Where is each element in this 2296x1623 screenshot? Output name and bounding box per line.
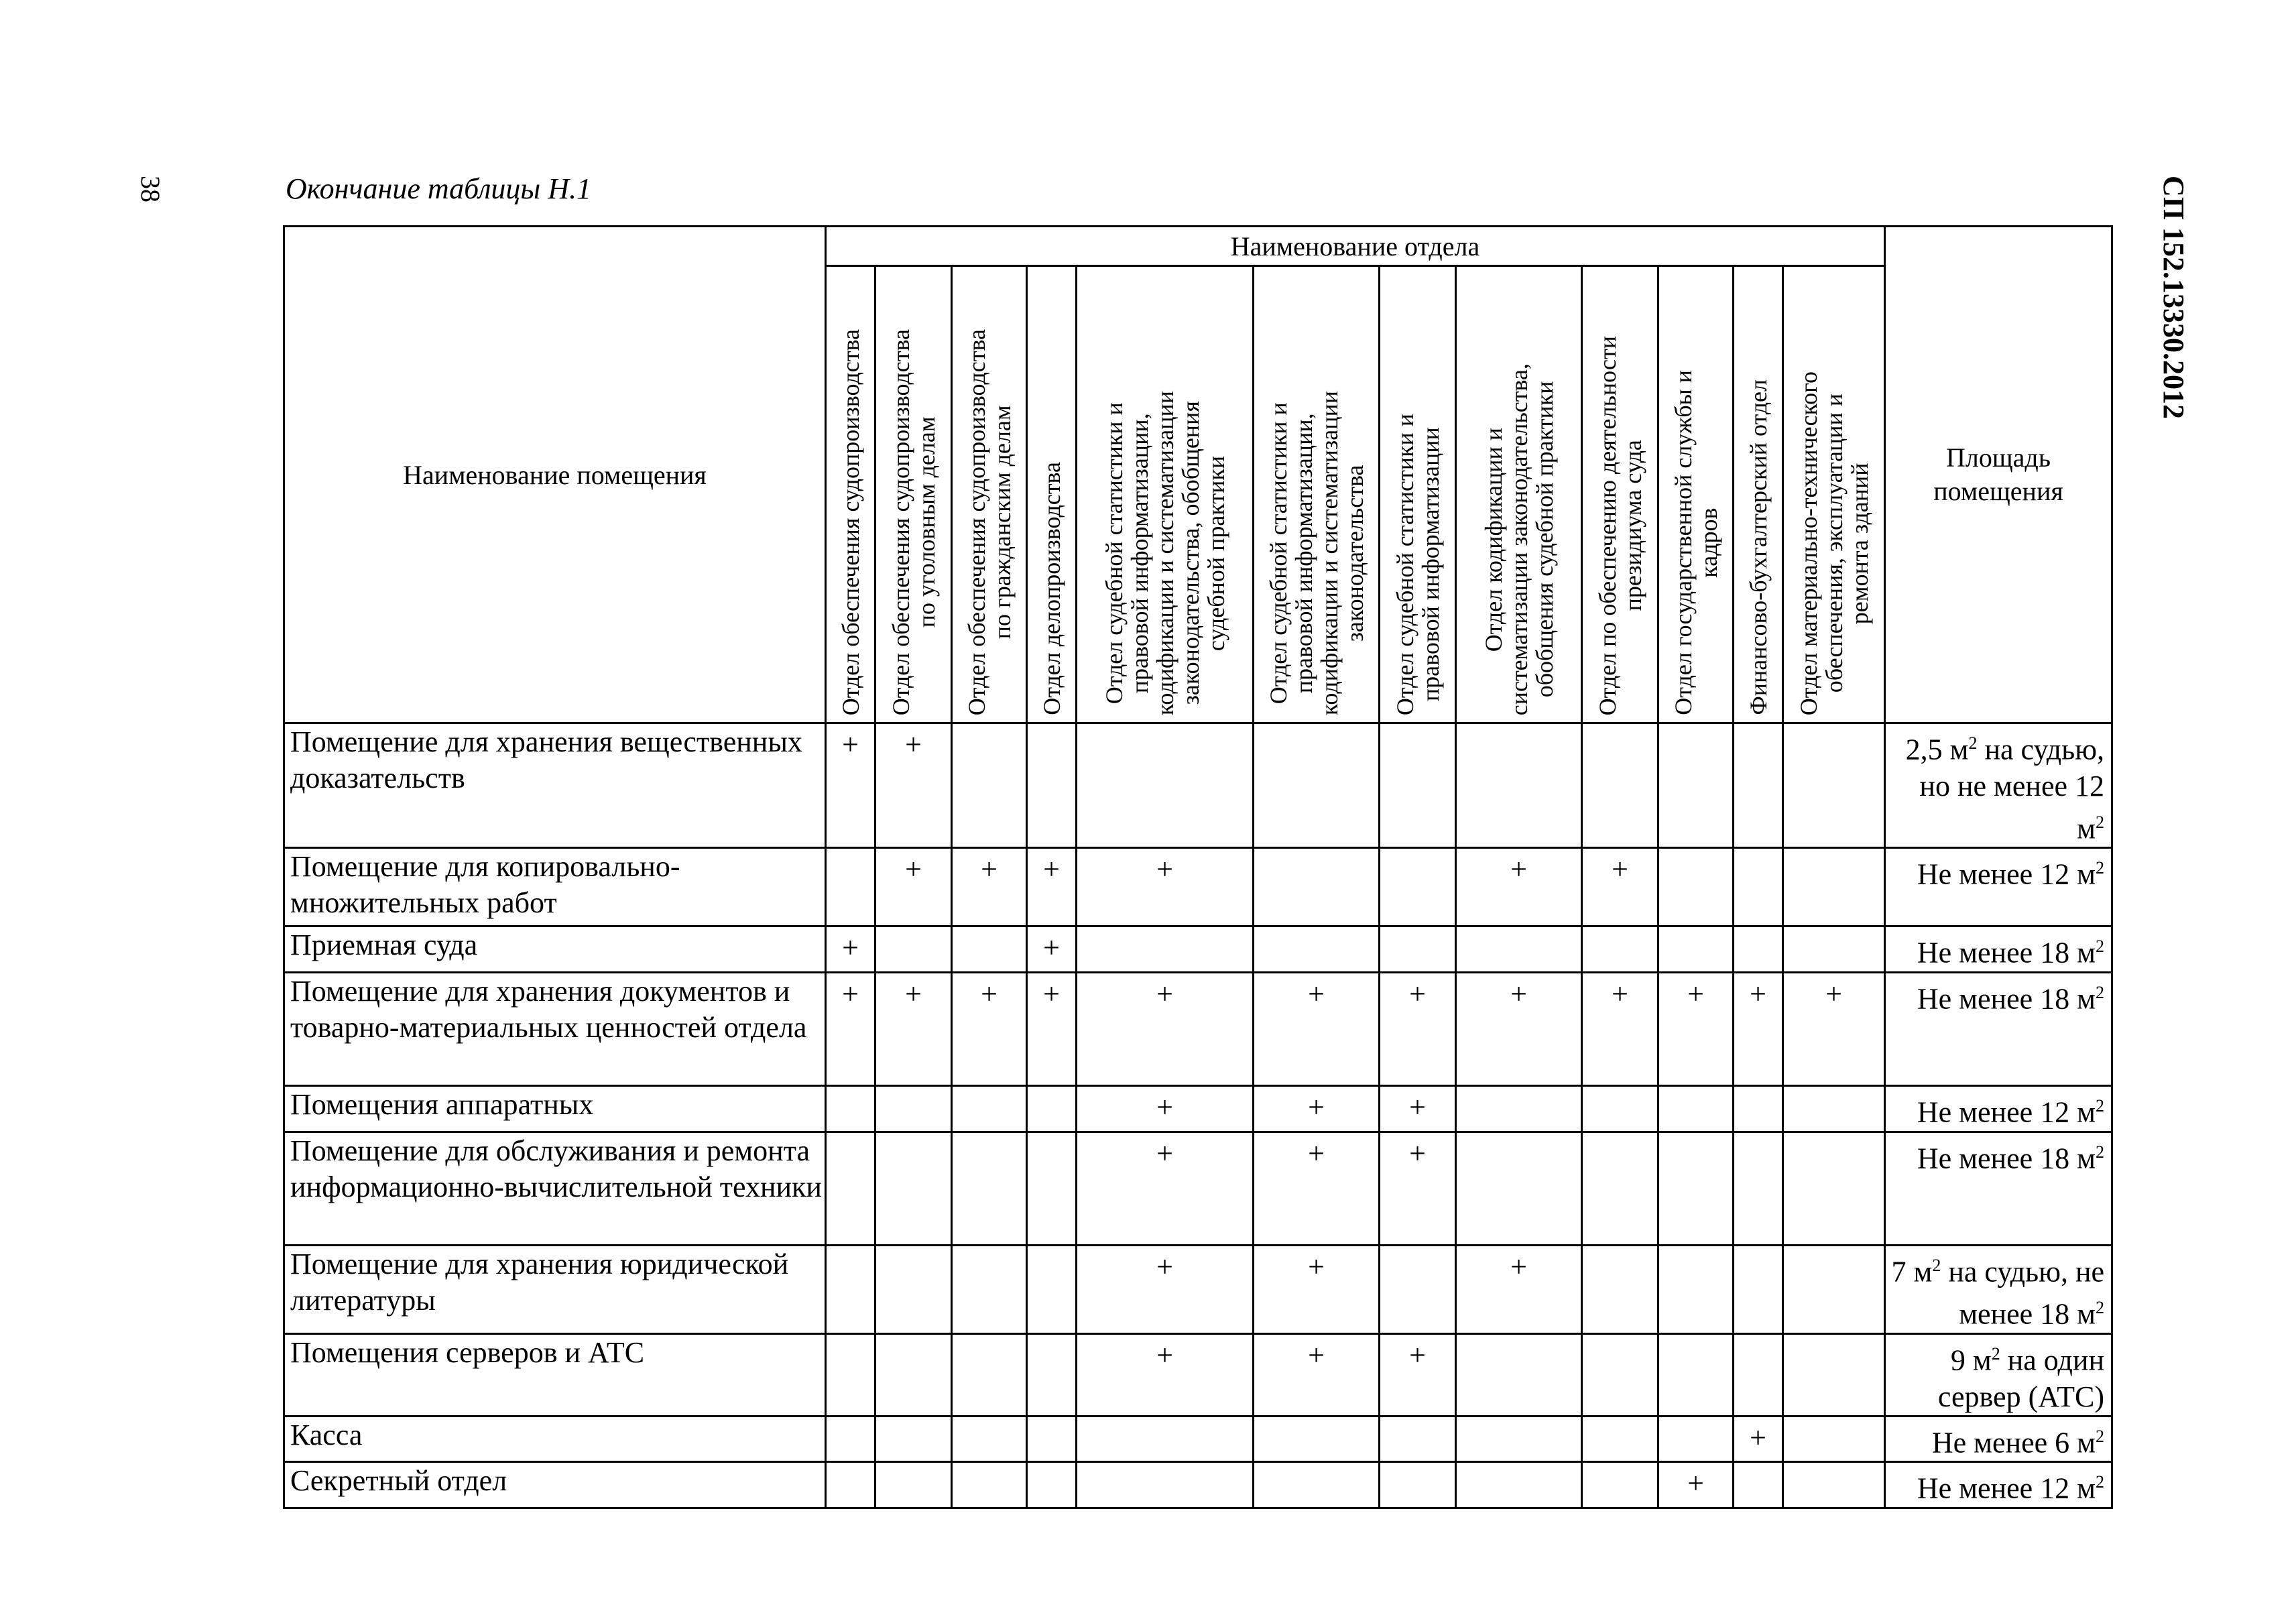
department-mark-cell: + xyxy=(1380,972,1456,1085)
department-header xyxy=(1456,266,1582,723)
department-mark-cell: + xyxy=(826,972,875,1085)
department-mark-cell xyxy=(875,1132,952,1245)
department-mark-cell: + xyxy=(1380,1333,1456,1416)
department-mark-cell: + xyxy=(1077,972,1254,1085)
department-mark-cell xyxy=(1658,1245,1734,1333)
department-mark-cell xyxy=(1582,1132,1658,1245)
department-header xyxy=(1254,266,1380,723)
area-cell: Не менее 18 $м^2$ xyxy=(1885,1132,2112,1245)
department-mark-cell xyxy=(1734,723,1783,848)
department-mark-cell xyxy=(1582,1333,1658,1416)
department-mark-cell xyxy=(875,926,952,973)
department-mark-cell xyxy=(952,1132,1027,1245)
table-row xyxy=(284,1132,2112,1245)
header-room-name: Наименование помещения xyxy=(284,227,826,723)
department-mark-cell xyxy=(1456,1085,1582,1132)
header-area: Площадь помещения xyxy=(1885,227,2112,723)
department-mark-cell xyxy=(1027,1245,1077,1333)
department-header xyxy=(875,266,952,723)
department-mark-cell: + xyxy=(952,848,1027,926)
department-mark-cell: + xyxy=(1254,972,1380,1085)
department-mark-cell xyxy=(826,848,875,926)
department-mark-cell xyxy=(1456,1132,1582,1245)
department-mark-cell xyxy=(1783,1416,1885,1462)
room-name-cell: Помещение для хранения вещественных доказательств xyxy=(284,723,826,848)
department-mark-cell xyxy=(1027,723,1077,848)
department-mark-cell xyxy=(1783,1132,1885,1245)
department-mark-cell: + xyxy=(1077,1085,1254,1132)
department-mark-cell xyxy=(952,1085,1027,1132)
department-mark-cell xyxy=(1254,926,1380,973)
department-mark-cell xyxy=(1658,1416,1734,1462)
department-mark-cell xyxy=(952,723,1027,848)
department-mark-cell xyxy=(1783,1333,1885,1416)
department-label: Отдел материально-технического обеспечения, эксплуатации и ремонта зданий xyxy=(1795,371,1873,715)
department-mark-cell xyxy=(1658,1085,1734,1132)
department-mark-cell xyxy=(1254,848,1380,926)
department-mark-cell xyxy=(1658,1333,1734,1416)
department-mark-cell xyxy=(1027,1132,1077,1245)
area-cell: Не менее 12 $м^2$ xyxy=(1885,848,2112,926)
department-mark-cell xyxy=(1734,926,1783,973)
department-mark-cell xyxy=(1734,1462,1783,1508)
room-name-cell: Помещения серверов и АТС xyxy=(284,1333,826,1416)
department-mark-cell: + xyxy=(1077,1333,1254,1416)
department-mark-cell xyxy=(1734,1132,1783,1245)
department-mark-cell: + xyxy=(1380,1132,1456,1245)
department-header xyxy=(1582,266,1658,723)
department-mark-cell xyxy=(1456,1462,1582,1508)
department-label: Отдел по обеспечению деятельности президиума суда xyxy=(1593,335,1646,715)
department-mark-cell: + xyxy=(1027,848,1077,926)
department-label: Отдел судебной статистики и правовой информатизации, кодификации и систематизации законодательства, обобщения судебной практики xyxy=(1100,390,1229,715)
room-name-cell: Помещение для копировально-множительных работ xyxy=(284,848,826,926)
department-mark-cell: + xyxy=(952,972,1027,1085)
department-mark-cell xyxy=(1658,723,1734,848)
department-mark-cell xyxy=(826,1333,875,1416)
department-mark-cell xyxy=(1582,1416,1658,1462)
department-mark-cell xyxy=(1380,1462,1456,1508)
table-row xyxy=(284,926,2112,973)
department-mark-cell xyxy=(1254,1416,1380,1462)
department-mark-cell xyxy=(1380,926,1456,973)
department-mark-cell xyxy=(1734,1085,1783,1132)
table-row xyxy=(284,723,2112,848)
room-name-cell: Помещение для хранения юридической литературы xyxy=(284,1245,826,1333)
area-cell: 7 $м^2$ на судью, не менее 18 $м^2$ xyxy=(1885,1245,2112,1333)
department-mark-cell xyxy=(1254,1462,1380,1508)
department-mark-cell xyxy=(1734,1245,1783,1333)
department-mark-cell xyxy=(1380,1245,1456,1333)
department-mark-cell: + xyxy=(1734,972,1783,1085)
department-mark-cell xyxy=(1582,1085,1658,1132)
department-mark-cell xyxy=(1783,723,1885,848)
table-row xyxy=(284,1462,2112,1508)
department-mark-cell xyxy=(875,1462,952,1508)
department-mark-cell xyxy=(1456,1416,1582,1462)
department-mark-cell: + xyxy=(1254,1333,1380,1416)
department-mark-cell xyxy=(1456,1333,1582,1416)
department-mark-cell: + xyxy=(1658,972,1734,1085)
department-mark-cell xyxy=(1582,723,1658,848)
department-mark-cell: + xyxy=(875,848,952,926)
department-mark-cell: + xyxy=(1456,1245,1582,1333)
department-mark-cell xyxy=(952,1416,1027,1462)
rooms-table xyxy=(283,225,2113,1509)
area-cell: Не менее 18 $м^2$ xyxy=(1885,972,2112,1085)
department-header xyxy=(1380,266,1456,723)
department-mark-cell xyxy=(952,1245,1027,1333)
department-mark-cell: + xyxy=(1027,972,1077,1085)
department-mark-cell xyxy=(1582,926,1658,973)
department-mark-cell: + xyxy=(826,926,875,973)
department-mark-cell xyxy=(1456,926,1582,973)
department-mark-cell xyxy=(1658,926,1734,973)
department-mark-cell xyxy=(1582,1462,1658,1508)
department-mark-cell xyxy=(1077,1416,1254,1462)
department-mark-cell xyxy=(1077,1462,1254,1508)
department-mark-cell: + xyxy=(875,723,952,848)
department-header xyxy=(1783,266,1885,723)
department-mark-cell xyxy=(826,1085,875,1132)
department-mark-cell: + xyxy=(1077,1132,1254,1245)
department-mark-cell: + xyxy=(1254,1245,1380,1333)
department-mark-cell xyxy=(826,1462,875,1508)
department-mark-cell xyxy=(1027,1462,1077,1508)
department-mark-cell xyxy=(826,1245,875,1333)
room-name-cell: Помещение для обслуживания и ремонта информационно-вычислительной техники xyxy=(284,1132,826,1245)
area-cell: Не менее 6 $м^2$ xyxy=(1885,1416,2112,1462)
department-mark-cell xyxy=(952,926,1027,973)
table-row xyxy=(284,1333,2112,1416)
department-mark-cell xyxy=(875,1416,952,1462)
department-mark-cell xyxy=(875,1085,952,1132)
department-label: Финансово-бухгалтерский отдел xyxy=(1744,379,1772,715)
table-caption: Окончание таблицы Н.1 xyxy=(286,172,591,205)
department-mark-cell xyxy=(1783,1245,1885,1333)
department-mark-cell xyxy=(1783,1085,1885,1132)
department-mark-cell: + xyxy=(1077,1245,1254,1333)
department-mark-cell: + xyxy=(826,723,875,848)
room-name-cell: Помещения аппаратных xyxy=(284,1085,826,1132)
department-mark-cell: + xyxy=(1254,1085,1380,1132)
department-mark-cell: + xyxy=(1456,848,1582,926)
department-label: Отдел судебной статистики и правовой информатизации, кодификации и систематизации законодательства xyxy=(1264,390,1368,715)
department-mark-cell: + xyxy=(1658,1462,1734,1508)
department-mark-cell: + xyxy=(1077,848,1254,926)
department-mark-cell xyxy=(1077,926,1254,973)
department-mark-cell: + xyxy=(1582,972,1658,1085)
department-mark-cell xyxy=(1734,1333,1783,1416)
department-header xyxy=(1658,266,1734,723)
room-name-cell: Помещение для хранения документов и товарно-материальных ценностей отдела xyxy=(284,972,826,1085)
department-mark-cell xyxy=(1380,723,1456,848)
area-cell: 2,5 $м^2$ на судью, но не менее 12 $м^2$ xyxy=(1885,723,2112,848)
department-mark-cell xyxy=(1658,848,1734,926)
department-mark-cell xyxy=(826,1416,875,1462)
area-cell: Не менее 18 $м^2$ xyxy=(1885,926,2112,973)
document-code: СП 152.13330.2012 xyxy=(2157,176,2190,419)
department-mark-cell: + xyxy=(1254,1132,1380,1245)
department-mark-cell xyxy=(1783,848,1885,926)
page-number: 38 xyxy=(135,176,166,202)
department-mark-cell xyxy=(1783,926,1885,973)
department-mark-cell xyxy=(1027,1085,1077,1132)
department-mark-cell xyxy=(1456,723,1582,848)
table-row xyxy=(284,1085,2112,1132)
department-mark-cell xyxy=(1027,1416,1077,1462)
department-header xyxy=(952,266,1027,723)
department-label: Отдел судебной статистики и правовой информатизации xyxy=(1391,413,1444,715)
department-mark-cell xyxy=(875,1333,952,1416)
department-mark-cell xyxy=(1027,1333,1077,1416)
department-header xyxy=(1027,266,1077,723)
department-mark-cell: + xyxy=(1380,1085,1456,1132)
department-mark-cell xyxy=(875,1245,952,1333)
table-row xyxy=(284,1416,2112,1462)
department-label: Отдел государственной службы и кадров xyxy=(1669,370,1722,715)
department-label: Отдел обеспечения судопроизводства по уголовным делам xyxy=(887,328,940,715)
department-header xyxy=(826,266,875,723)
department-mark-cell xyxy=(1077,723,1254,848)
header-department-group: Наименование отдела xyxy=(826,227,1885,266)
department-mark-cell: + xyxy=(1027,926,1077,973)
table-row xyxy=(284,848,2112,926)
department-header xyxy=(1077,266,1254,723)
department-mark-cell xyxy=(1254,723,1380,848)
department-mark-cell xyxy=(1658,1132,1734,1245)
department-mark-cell xyxy=(1380,848,1456,926)
department-mark-cell: + xyxy=(1734,1416,1783,1462)
room-name-cell: Касса xyxy=(284,1416,826,1462)
department-mark-cell: + xyxy=(1582,848,1658,926)
department-label: Отдел обеспечения судопроизводства по гражданским делам xyxy=(963,328,1016,715)
department-mark-cell xyxy=(826,1132,875,1245)
department-label: Отдел делопроизводства xyxy=(1038,462,1065,715)
department-mark-cell: + xyxy=(1456,972,1582,1085)
department-mark-cell xyxy=(1582,1245,1658,1333)
department-mark-cell xyxy=(952,1462,1027,1508)
department-label: Отдел кодификации и систематизации законодательства, обобщения судебной практики xyxy=(1479,363,1558,715)
department-mark-cell xyxy=(1734,848,1783,926)
department-header xyxy=(1734,266,1783,723)
department-mark-cell xyxy=(1380,1416,1456,1462)
area-cell: Не менее 12 $м^2$ xyxy=(1885,1085,2112,1132)
department-mark-cell xyxy=(952,1333,1027,1416)
table-row xyxy=(284,972,2112,1085)
room-name-cell: Секретный отдел xyxy=(284,1462,826,1508)
area-cell: Не менее 12 $м^2$ xyxy=(1885,1462,2112,1508)
department-mark-cell xyxy=(1783,1462,1885,1508)
department-mark-cell: + xyxy=(875,972,952,1085)
table-row xyxy=(284,1245,2112,1333)
area-cell: 9 $м^2$ на один сервер (АТС) xyxy=(1885,1333,2112,1416)
department-label: Отдел обеспечения судопроизводства xyxy=(837,328,864,715)
room-name-cell: Приемная суда xyxy=(284,926,826,973)
department-mark-cell: + xyxy=(1783,972,1885,1085)
